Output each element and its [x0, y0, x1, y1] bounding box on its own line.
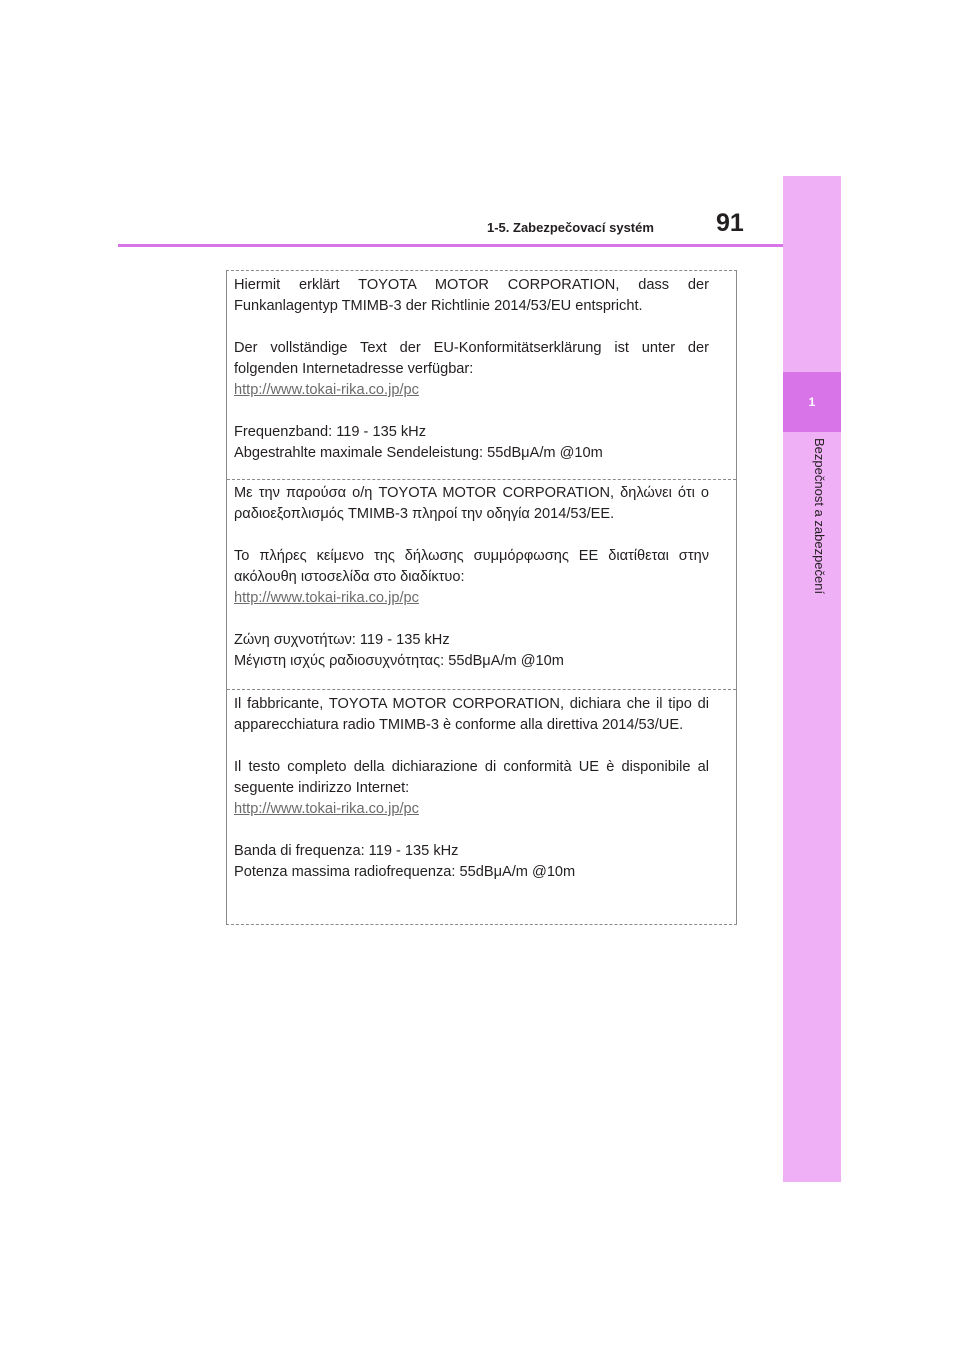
declaration-block-italian: [227, 689, 736, 925]
chapter-side-tab: [783, 176, 841, 1182]
page-number: 91: [716, 209, 744, 237]
chapter-number: 1: [808, 395, 816, 409]
block-declaration: Il testo completo della dichiarazione di conformità UE è disponibile al seguente indirizzo Internet:: [234, 759, 709, 796]
declaration-link[interactable]: http://www.tokai-rika.co.jp/pc: [234, 590, 419, 606]
block-power: Abgestrahlte maximale Sendeleistung: 55dBμA/m @10m: [234, 445, 603, 461]
block-frequency: Frequenzband: 119 - 135 kHz: [234, 424, 426, 440]
spacer: [234, 401, 709, 422]
header-rule: [118, 244, 783, 247]
declaration-link[interactable]: http://www.tokai-rika.co.jp/pc: [234, 382, 419, 398]
chapter-title: Bezpečnost a zabezpečení: [812, 438, 827, 595]
declaration-block-greek: [227, 479, 736, 690]
block-frequency: Banda di frequenza: 119 - 135 kHz: [234, 843, 459, 859]
block-declaration: Το πλήρες κείμενο της δήλωσης συμμόρφωσης ΕΕ διατίθεται στην ακόλουθη ιστοσελίδα στο διαδίκτυο:: [234, 548, 709, 585]
spacer: [234, 609, 709, 630]
section-title: 1-5. Zabezpečovací systém: [487, 220, 654, 235]
block-intro: Με την παρούσα ο/η TOYOTA MOTOR CORPORATION, δηλώνει ότι ο ραδιοεξοπλισμός TMIMB-3 πληροί την οδηγία 2014/53/ΕΕ.: [234, 485, 709, 522]
declaration-box: [226, 270, 737, 925]
block-power: Potenza massima radiofrequenza: 55dBμA/m @10m: [234, 864, 576, 880]
block-power: Μέγιστη ισχύς ραδιοσυχνότητας: 55dBμA/m @10m: [234, 653, 564, 669]
declaration-link[interactable]: http://www.tokai-rika.co.jp/pc: [234, 801, 419, 817]
block-declaration: Der vollständige Text der EU-Konformitätserklärung ist unter der folgenden Internetadresse verfügbar:: [234, 340, 709, 377]
block-intro: Il fabbricante, TOYOTA MOTOR CORPORATION, dichiara che il tipo di apparecchiatura radio TMIMB-3 è conforme alla direttiva 2014/53/UE.: [234, 696, 709, 733]
spacer: [234, 820, 709, 841]
declaration-block-german: [227, 271, 736, 479]
block-frequency: Ζώνη συχνοτήτων: 119 - 135 kHz: [234, 632, 450, 648]
chapter-number-badge: [783, 372, 841, 432]
block-intro: Hiermit erklärt TOYOTA MOTOR CORPORATION, dass der Funkanlagentyp TMIMB-3 der Richtlinie 2014/53/EU entspricht.: [234, 277, 709, 314]
